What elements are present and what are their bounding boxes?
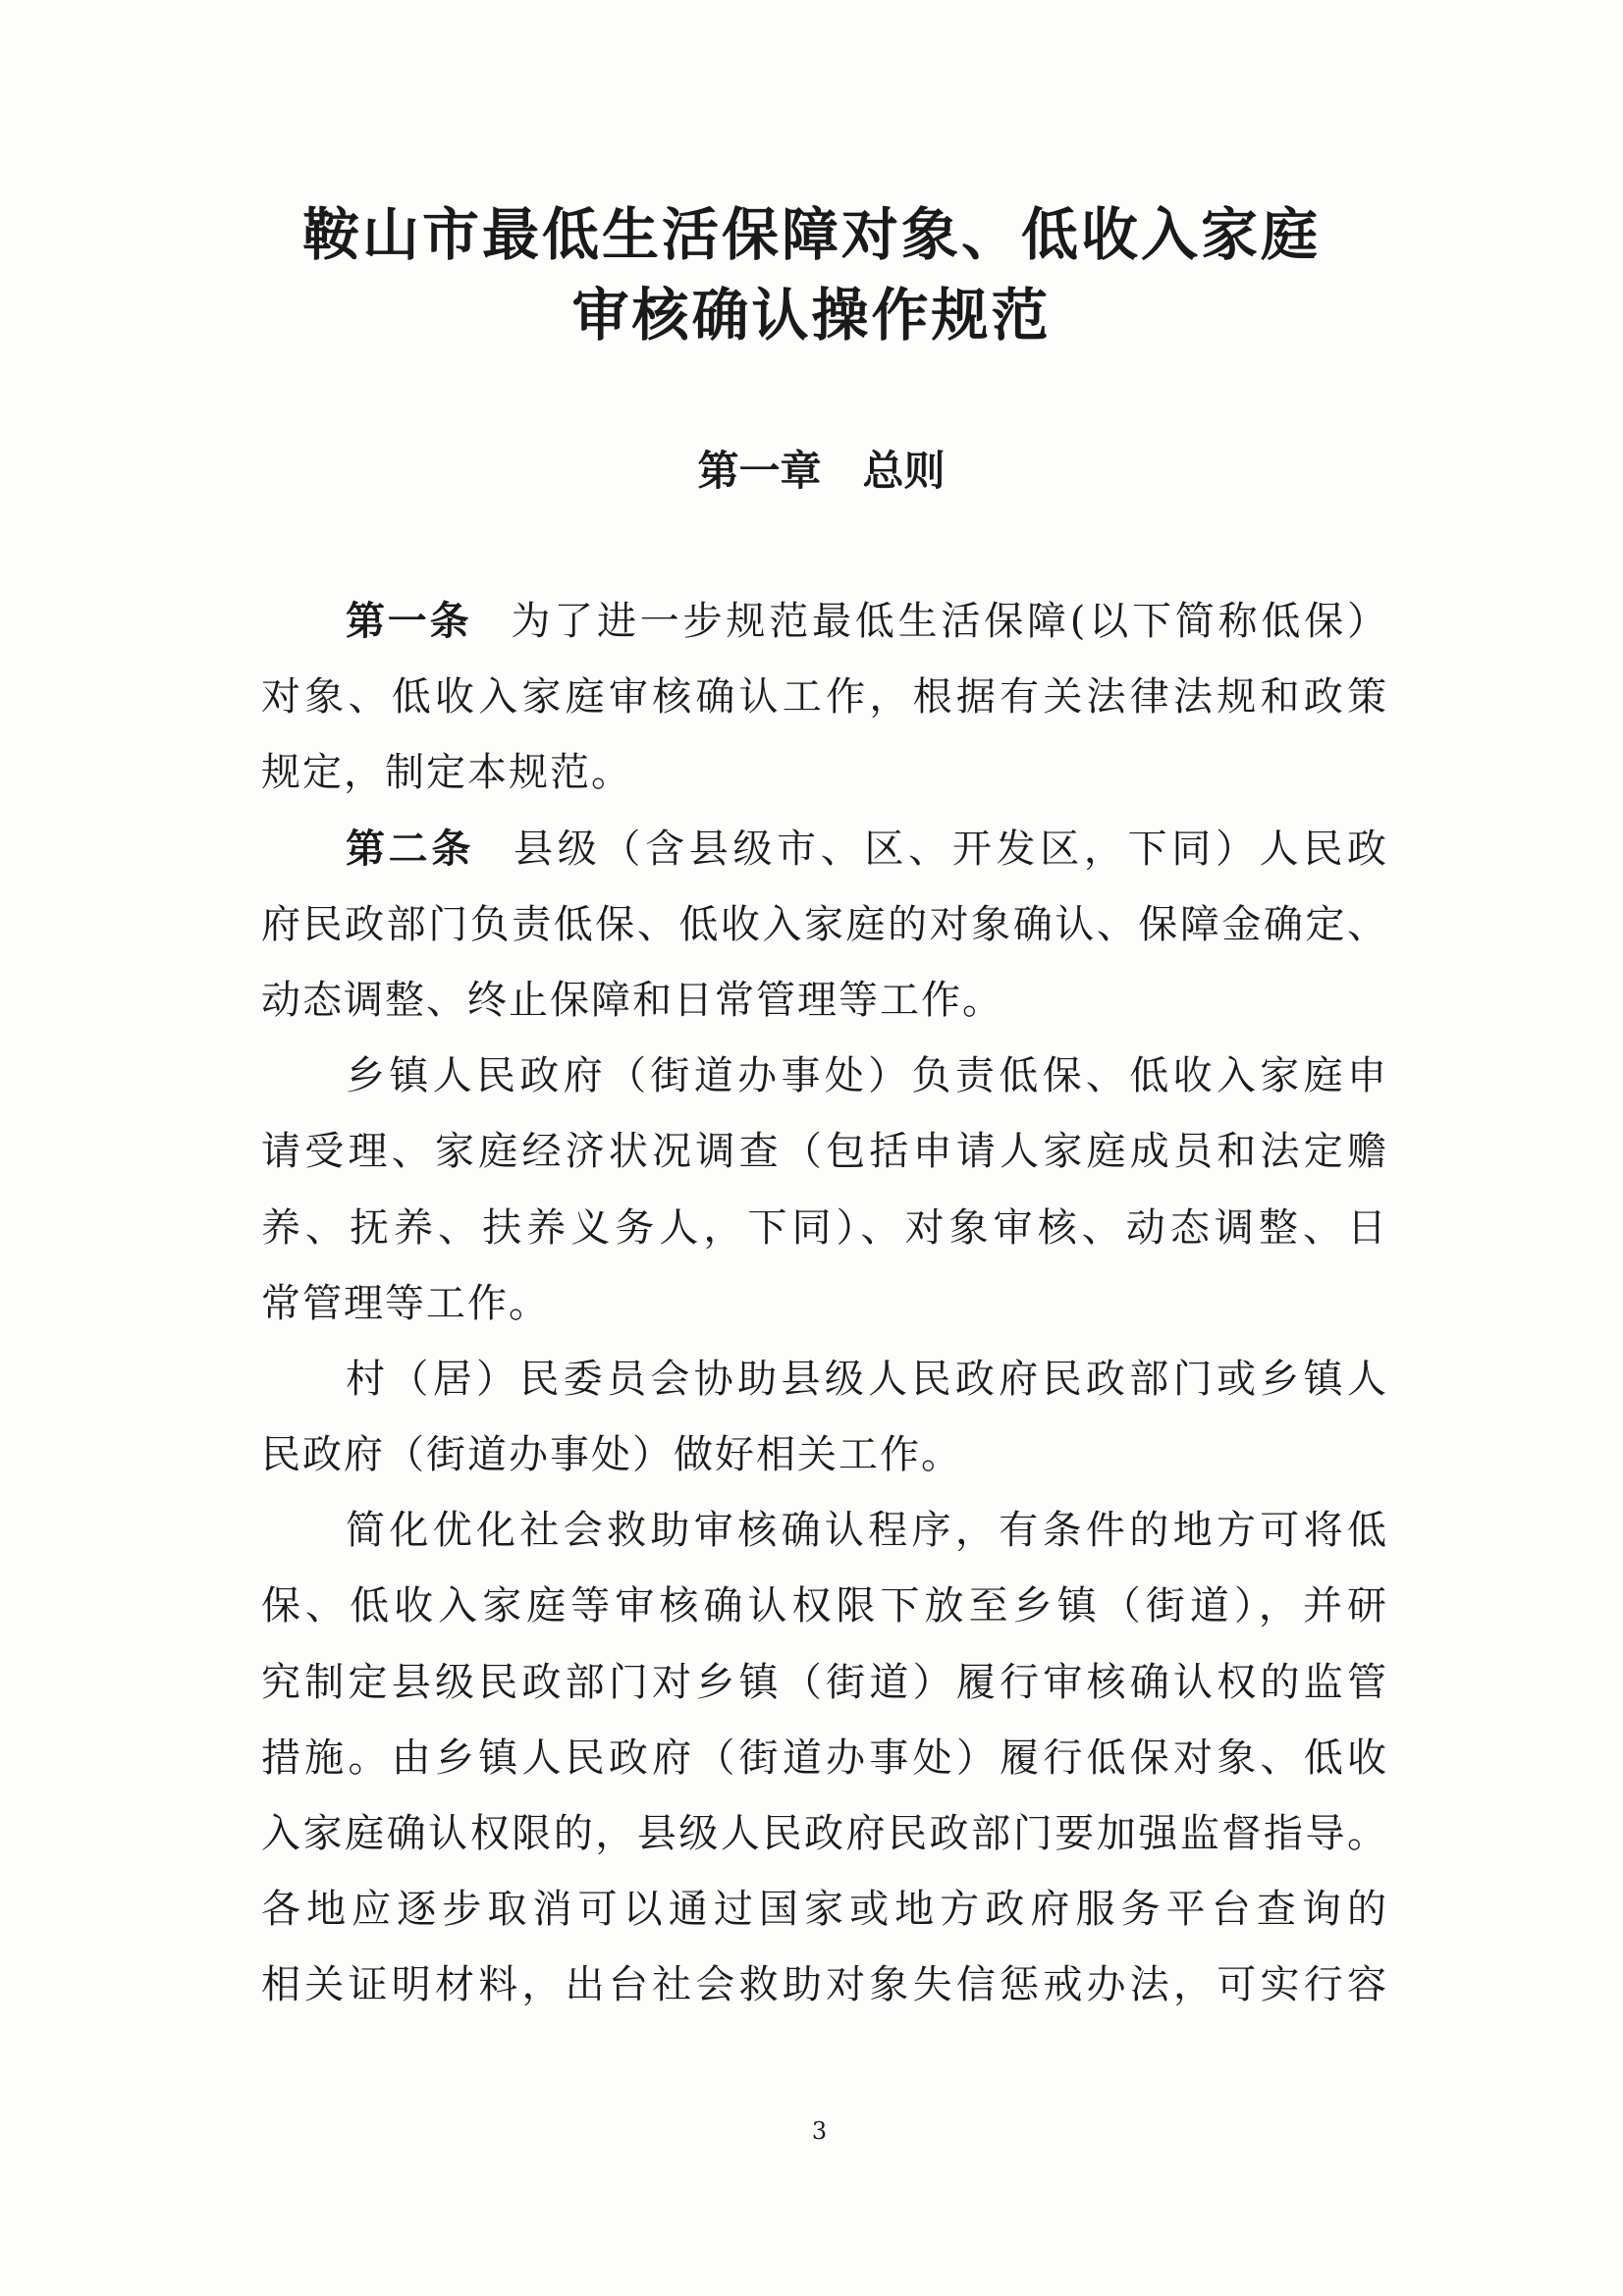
paragraph bbox=[261, 1342, 1388, 1493]
paragraph-line: 规定，制定本规范。 bbox=[261, 750, 632, 796]
paragraph-line: 民政府（街道办事处）做好相关工作。 bbox=[261, 1432, 962, 1478]
paragraph-line: 府民政部门负责低保、低收入家庭的对象确认、保障金确定、 bbox=[261, 901, 1388, 947]
paragraph-line: 对象、低收入家庭审核确认工作，根据有关法律法规和政策 bbox=[261, 674, 1388, 721]
document-title-line: 审核确认操作规范 bbox=[571, 282, 1052, 348]
paragraph bbox=[261, 1493, 1388, 2023]
document-body bbox=[261, 584, 1388, 2024]
paragraph-line: 养、抚养、扶养义务人，下同）、对象审核、动态调整、日 bbox=[261, 1204, 1388, 1251]
page-number: 3 bbox=[811, 2117, 828, 2145]
paragraph bbox=[261, 584, 1388, 812]
paragraph-line bbox=[261, 812, 1388, 887]
paragraph-line: 简化优化社会救助审核确认程序，有条件的地方可将低 bbox=[346, 1508, 1388, 1554]
article-label: 第一条 bbox=[346, 599, 472, 644]
document-title-line: 鞍山市最低生活保障对象、低收入家庭 bbox=[301, 201, 1321, 268]
paragraph-line: 保、低收入家庭等审核确认权限下放至乡镇（街道），并研 bbox=[261, 1583, 1388, 1629]
document-title bbox=[0, 194, 1623, 355]
paragraph-text: 为了进一步规范最低生活保障(以下简称低保） bbox=[511, 599, 1389, 644]
paragraph bbox=[261, 812, 1388, 1040]
paragraph-line: 动态调整、终止保障和日常管理等工作。 bbox=[261, 977, 1003, 1023]
paragraph-line: 各地应逐步取消可以通过国家或地方政府服务平台查询的 bbox=[261, 1887, 1388, 1933]
paragraph-line: 乡镇人民政府（街道办事处）负责低保、低收入家庭申 bbox=[346, 1053, 1388, 1099]
article-label: 第二条 bbox=[346, 826, 475, 872]
paragraph-line: 常管理等工作。 bbox=[261, 1280, 550, 1326]
paragraph-line: 措施。由乡镇人民政府（街道办事处）履行低保对象、低收 bbox=[261, 1735, 1388, 1781]
paragraph-line bbox=[261, 584, 1388, 660]
paragraph bbox=[261, 1039, 1388, 1342]
paragraph-line: 入家庭确认权限的，县级人民政府民政部门要加强监督指导。 bbox=[261, 1811, 1388, 1856]
paragraph-text: 县级（含县级市、区、开发区，下同）人民政 bbox=[514, 826, 1389, 872]
chapter-heading: 第一章 总则 bbox=[697, 447, 946, 495]
paragraph-line: 请受理、家庭经济状况调查（包括申请人家庭成员和法定赡 bbox=[261, 1129, 1388, 1175]
paragraph-line: 究制定县级民政部门对乡镇（街道）履行审核确认权的监管 bbox=[261, 1659, 1388, 1705]
paragraph-line: 相关证明材料，出台社会救助对象失信惩戒办法，可实行容 bbox=[261, 1962, 1388, 2008]
paragraph-line: 村（居）民委员会协助县级人民政府民政部门或乡镇人 bbox=[346, 1356, 1388, 1402]
